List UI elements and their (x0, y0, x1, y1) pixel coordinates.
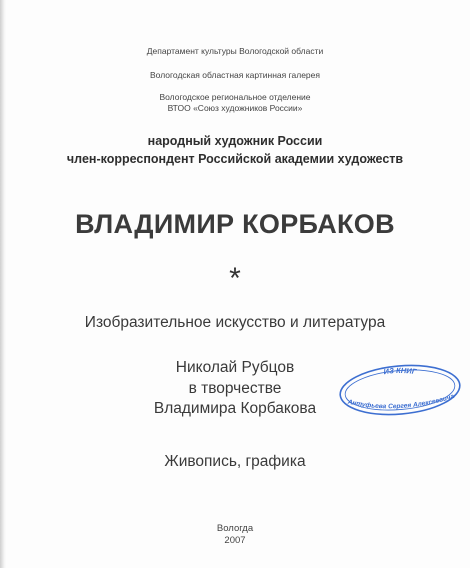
book-subject: Изобразительное искусство и литература (84, 314, 386, 331)
stamp-top-text: ИЗ КНИГ (382, 365, 418, 377)
publisher-line-2: Вологодская областная картинная галерея (150, 70, 320, 80)
publisher-line-3: Вологодское региональное отделение (159, 92, 311, 102)
publisher-line-4: ВТОО «Союз художников России» (167, 103, 303, 113)
genre: Живопись, графика (164, 453, 306, 470)
imprint-year: 2007 (224, 535, 246, 546)
publisher-line-1: Департамент культуры Вологодской области (146, 46, 324, 56)
topic-line-2: в творчестве (188, 380, 282, 397)
topic-line-3: Владимира Корбакова (153, 400, 317, 417)
honorary-title-2: член-корреспондент Российской академии художеств (66, 152, 404, 166)
honorary-title-1: народный художник России (147, 134, 323, 148)
stamp-bottom-text: Антуфьева Сергея Алексеевича (347, 393, 456, 411)
topic-line-1: Николай Рубцов (175, 359, 295, 376)
ex-libris-stamp (337, 360, 463, 416)
author-name: ВЛАДИМИР КОРБАКОВ (75, 209, 395, 239)
asterisk-ornament: * (229, 262, 241, 295)
imprint-city: Вологда (216, 523, 254, 534)
